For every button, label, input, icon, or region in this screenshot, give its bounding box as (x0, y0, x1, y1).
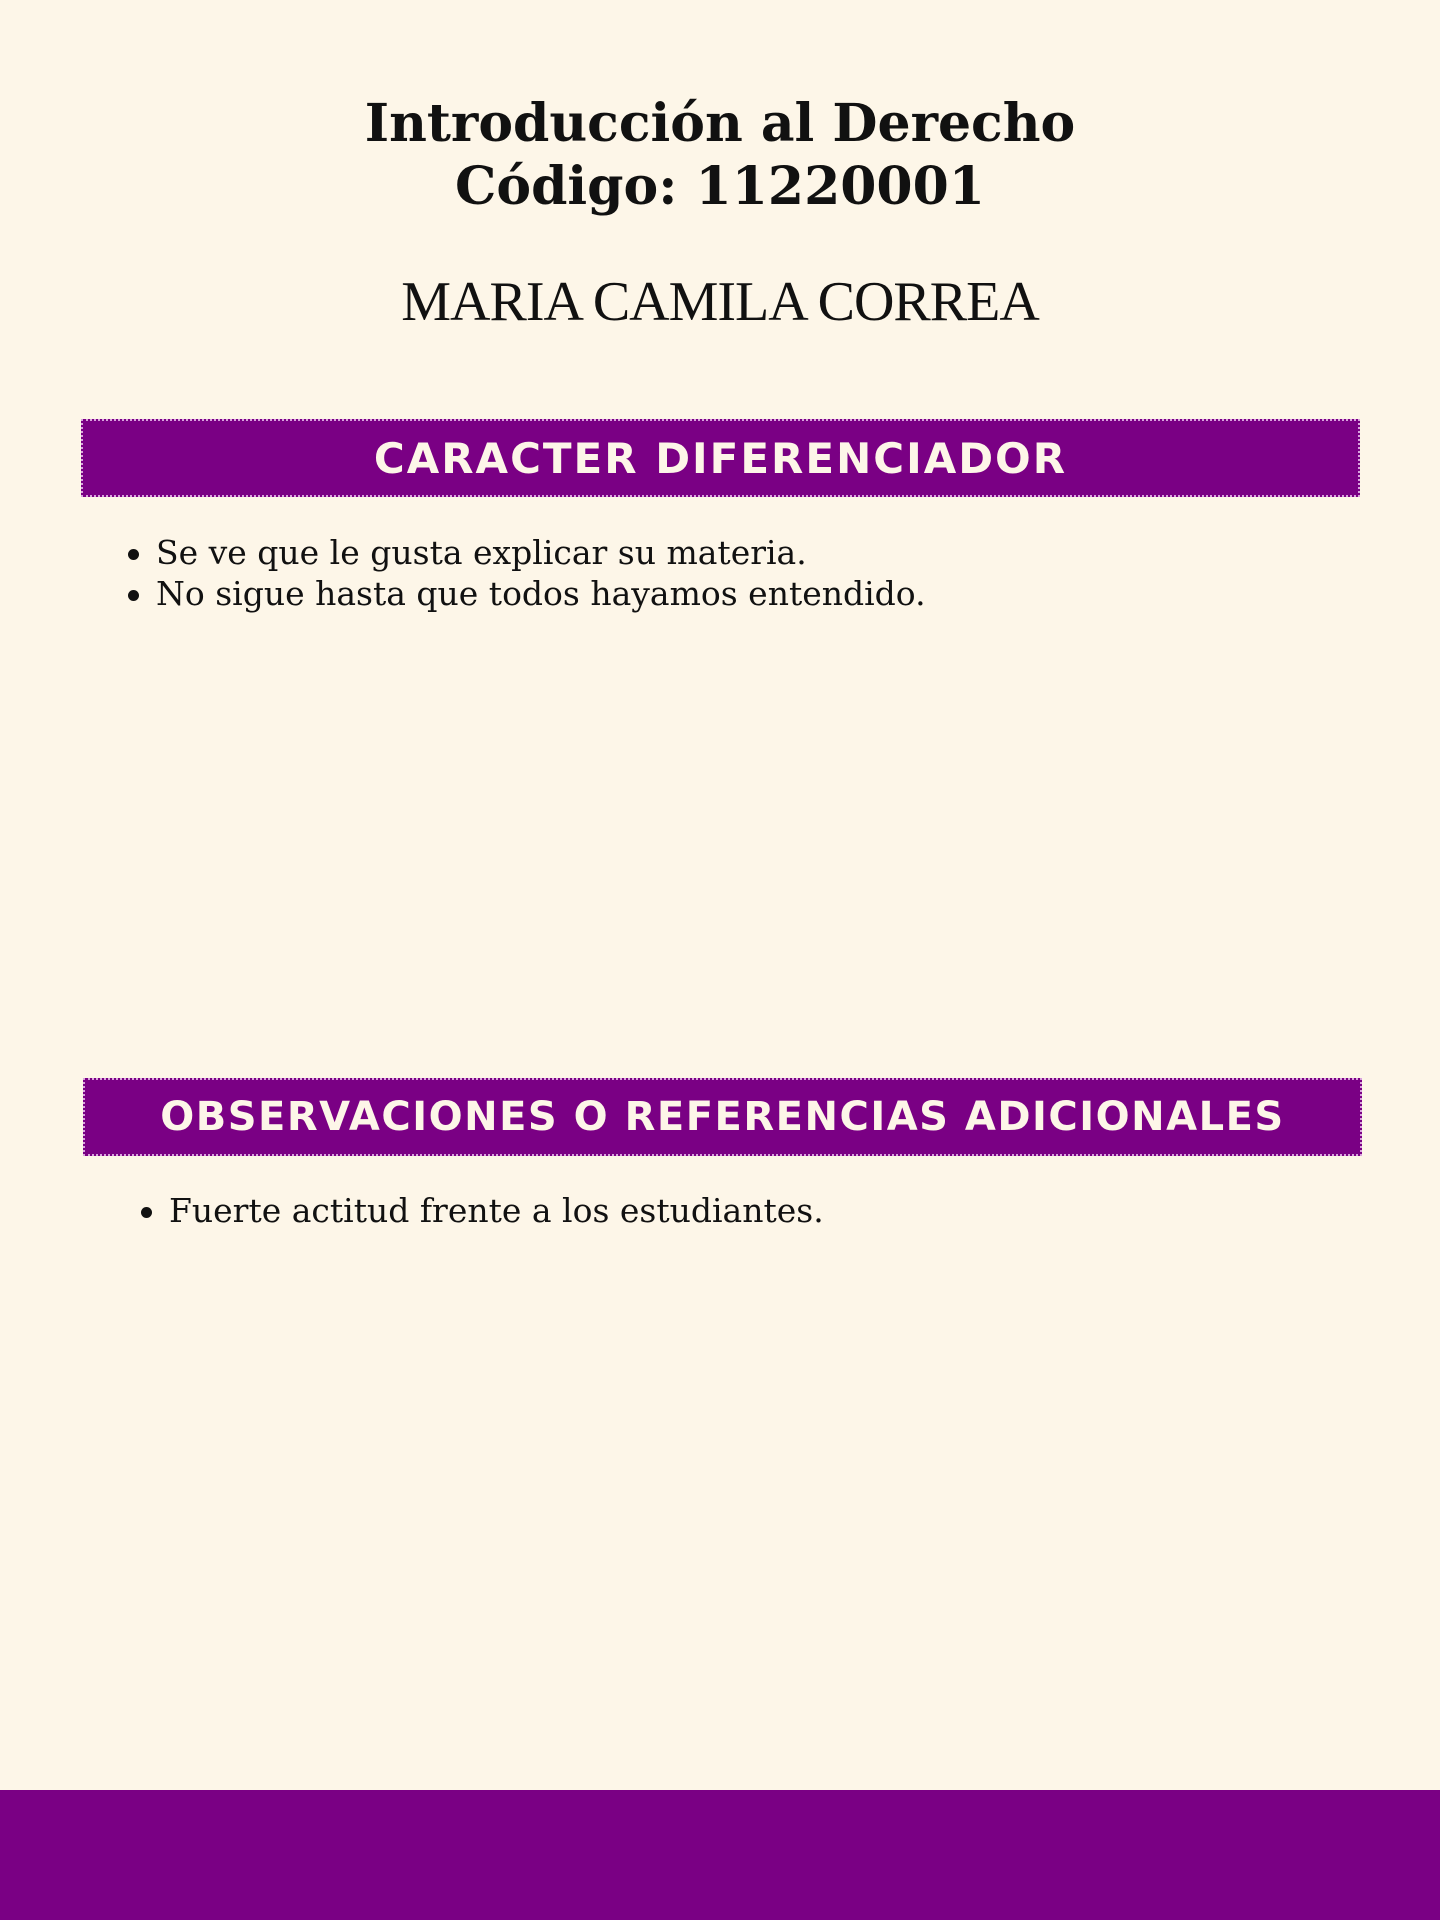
section-heading: CARACTER DIFERENCIADOR (373, 433, 1068, 483)
list-item: No sigue hasta que todos hayamos entendido. (128, 573, 926, 614)
caracter-diferenciador-list (128, 532, 926, 614)
course-title: Introducción al Derecho (364, 93, 1076, 154)
footer-band (0, 1790, 1440, 1920)
observaciones-list (141, 1190, 824, 1231)
list-item: Se ve que le gusta explicar su materia. (128, 532, 926, 573)
section-header-observaciones (83, 1078, 1362, 1156)
teacher-name: MARIA CAMILA CORREA (401, 271, 1039, 333)
course-code: Código: 11220001 (455, 156, 985, 217)
list-item: Fuerte actitud frente a los estudiantes. (141, 1190, 824, 1231)
section-heading: OBSERVACIONES O REFERENCIAS ADICIONALES (160, 1094, 1285, 1140)
section-header-caracter-diferenciador (81, 419, 1360, 497)
